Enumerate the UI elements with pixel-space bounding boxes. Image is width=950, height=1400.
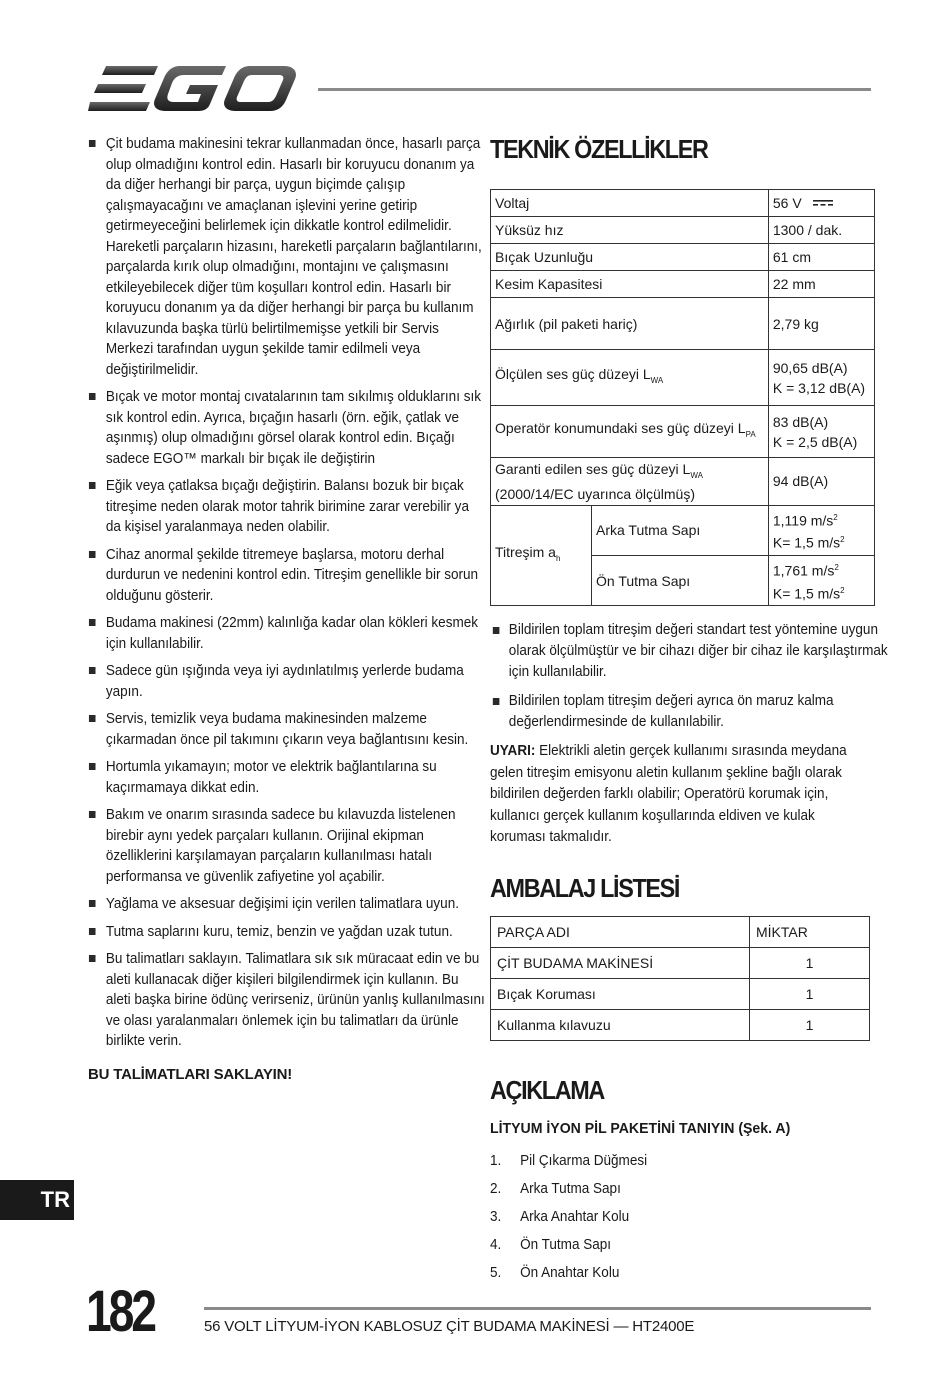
bullet-square-icon xyxy=(493,698,500,705)
lpa-value: 83 dB(A) K = 2,5 dB(A) xyxy=(768,406,874,458)
lwa-label: Ölçülen ses güç düzeyi $L_{WA}$ xyxy=(491,350,769,406)
list-item: Yağlama ve aksesuar değişimi için verilen talimatlara uyun. xyxy=(88,894,487,915)
table-row xyxy=(491,947,870,978)
cut-label: Kesim Kapasitesi xyxy=(491,271,769,298)
part-qty: 1 xyxy=(750,947,870,978)
bullet-square-icon xyxy=(89,551,96,558)
table-row xyxy=(491,1009,870,1040)
guaranteed-level-label: Garanti edilen ses güç düzeyi $L_{WA}$ (2000/14/EC uyarınca ölçülmüş) xyxy=(491,458,769,506)
table-row xyxy=(491,505,875,555)
footer-title: 56 VOLT LİTYUM-İYON KABLOSUZ ÇİT BUDAMA MAKİNESİ — HT2400E xyxy=(204,1318,695,1335)
vibration-notes xyxy=(490,620,888,733)
table-row xyxy=(491,271,875,298)
table-row xyxy=(491,244,875,271)
table-row xyxy=(491,406,875,458)
list-item: Servis, temizlik veya budama makinesinden malzeme çıkarmadan önce pil takımını çıkarın veya bağlantısını kesin. xyxy=(88,709,487,750)
table-row xyxy=(491,190,875,217)
dc-symbol-icon xyxy=(812,198,834,208)
weight-label: Ağırlık (pil paketi hariç) xyxy=(491,298,769,350)
cut-value: 22 mm xyxy=(768,271,874,298)
part-name: Bıçak Koruması xyxy=(491,978,750,1009)
list-item: Bıçak ve motor montaj cıvatalarının tam sıkılmış olduklarını sık sık kontrol edin. Ayrıca, bıçağın hasarlı (örn. eğik, çatlak ve aşınmış) olup olmadığını görsel olarak kontrol edin. Bıçağı sadece EGO™ markalı bir bıçak ile değiştirin xyxy=(88,387,487,469)
part-qty: 1 xyxy=(750,1009,870,1040)
table-row xyxy=(491,298,875,350)
list-item: Bu talimatları saklayın. Talimatlara sık sık müracaat edin ve bu aleti kullanacak diğer kişileri bilgilendirmek için kullanın. Bu aleti başka birine ödünç verirseniz, ürünün yanlış kullanılmasını ve olası yaralanmaları önlemek için bu talimatları da ürünle birlikte verin. xyxy=(88,949,487,1052)
list-item: 1. Pil Çıkarma Düğmesi xyxy=(490,1152,648,1169)
safety-bullet-list xyxy=(88,134,485,1052)
front-handle-value: 1,761 $m/s^2$ K= 1,5 $m/s^2$ xyxy=(768,556,874,606)
list-item: Bildirilen toplam titreşim değeri standart test yöntemine uygun olarak ölçülmüştür ve bir cihazı diğer bir cihaz ile karşılaştırmak için kullanılabilir. xyxy=(490,620,890,683)
part-qty: 1 xyxy=(750,978,870,1009)
table-header-row xyxy=(491,916,870,947)
bullet-square-icon xyxy=(89,715,96,722)
right-column xyxy=(490,134,888,1287)
left-column xyxy=(88,134,485,1083)
speed-value: 1300 / dak. xyxy=(768,217,874,244)
bullet-square-icon xyxy=(89,667,96,674)
list-item: Hortumla yıkamayın; motor ve elektrik bağlantılarına su kaçırmamaya dikkat edin. xyxy=(88,757,487,798)
col-header-qty: MİKTAR xyxy=(750,916,870,947)
ego-logo xyxy=(88,64,298,112)
battery-subtitle: LİTYUM İYON PİL PAKETİNİ TANIYIN (Şek. A) xyxy=(490,1119,791,1137)
guaranteed-level-value: 94 dB(A) xyxy=(768,458,874,506)
rear-handle-value: 1,119 $m/s^2$ K= 1,5 $m/s^2$ xyxy=(768,505,874,555)
front-handle-label: Ön Tutma Sapı xyxy=(592,556,769,606)
bullet-square-icon xyxy=(89,140,96,147)
bullet-square-icon xyxy=(89,619,96,626)
warning-paragraph xyxy=(490,741,871,849)
part-name: ÇİT BUDAMA MAKİNESİ xyxy=(491,947,750,978)
list-item: Çit budama makinesini tekrar kullanmadan önce, hasarlı parça olup olmadığını kontrol edin. Hasarlı bir koruyucu donanım ya da diğer herhangi bir parça, uygun biçimde çalışıp çalışmayacağını ve amaçlanan işlevini yerine getirip getirmeyeceğini belirlemek için dikkatle kontrol edilmelidir. Hareketli parçaların hizasını, hareketli parçaların bağlantılarını, parçalarda kırık olup olmadığını, montajını ve çalışmasını etkileyebilecek diğer tüm koşulları kontrol edin. Hasarlı bir koruyucu donanım ya da diğer herhangi bir parça bu kullanım kılavuzunda başka türlü belirtilmemişse yetkili bir Servis Merkezi tarafından uygun şekilde tamir edilmeli veya değiştirilmelidir. xyxy=(88,134,487,380)
blade-value: 61 cm xyxy=(768,244,874,271)
bullet-square-icon xyxy=(89,811,96,818)
warning-text: Elektrikli aletin gerçek kullanımı sırasında meydana gelen titreşim emisyonu aletin kullanım şekline bağlı olarak bildirilen değerden farklı olabilir; Operatörü korumak için, kullanıcı gerçek kullanım koşullarında eldiven ve kulak koruması takmalıdır. xyxy=(490,743,847,846)
list-item: 5. Ön Anahtar Kolu xyxy=(490,1264,620,1281)
battery-parts-list xyxy=(490,1147,875,1287)
list-item: Tutma saplarını kuru, temiz, benzin ve yağdan uzak tutun. xyxy=(88,922,487,943)
bullet-square-icon xyxy=(89,928,96,935)
list-item: 4. Ön Tutma Sapı xyxy=(490,1236,612,1253)
list-item: Eğik veya çatlaksa bıçağı değiştirin. Balansı bozuk bir bıçak titreşime neden olarak motor tahrik birimine zarar verebilir ya da kişisel yaralanmaya neden olabilir. xyxy=(88,476,487,538)
list-item: Sadece gün ışığında veya iyi aydınlatılmış yerlerde budama yapın. xyxy=(88,661,487,702)
specs-title: TEKNİK ÖZELLİKLER xyxy=(490,134,708,164)
blade-label: Bıçak Uzunluğu xyxy=(491,244,769,271)
lwa-value: 90,65 dB(A) K = 3,12 dB(A) xyxy=(768,350,874,406)
rear-handle-label: Arka Tutma Sapı xyxy=(592,505,769,555)
bullet-square-icon xyxy=(89,763,96,770)
footer-rule xyxy=(204,1307,871,1310)
part-name: Kullanma kılavuzu xyxy=(491,1009,750,1040)
packing-table xyxy=(490,916,870,1041)
warning-label: UYARI: xyxy=(490,743,536,760)
bullet-square-icon xyxy=(493,627,500,634)
description-title: AÇIKLAMA xyxy=(490,1074,604,1105)
lpa-label: Operatör konumundaki ses güç düzeyi $L_{PA}$ xyxy=(491,406,769,458)
bullet-square-icon xyxy=(89,955,96,962)
speed-label: Yüksüz hız xyxy=(491,217,769,244)
packing-list-title: AMBALAJ LİSTESİ xyxy=(490,872,680,903)
col-header-name: PARÇA ADI xyxy=(491,916,750,947)
bullet-square-icon xyxy=(89,393,96,400)
header-rule xyxy=(318,88,871,91)
list-item: Budama makinesi (22mm) kalınlığa kadar olan kökleri kesmek için kullanılabilir. xyxy=(88,613,487,654)
table-row xyxy=(491,458,875,506)
save-instructions-heading: BU TALİMATLARI SAKLAYIN! xyxy=(88,1065,293,1083)
voltage-value: 56 V xyxy=(768,190,874,217)
page-number: 182 xyxy=(86,1279,154,1344)
weight-value: 2,79 kg xyxy=(768,298,874,350)
list-item: Bakım ve onarım sırasında sadece bu kılavuzda listelenen birebir aynı yedek parçaları kullanın. Orijinal ekipman özelliklerini karşılamayan parçaların kullanılması hatalı performansa ve güvenlik zafiyetine yol açabilir. xyxy=(88,805,487,887)
bullet-square-icon xyxy=(89,482,96,489)
vibration-label: Titreşim $a_h$ xyxy=(491,505,592,606)
table-row xyxy=(491,978,870,1009)
bullet-square-icon xyxy=(89,900,96,907)
table-row xyxy=(491,217,875,244)
list-item: 2. Arka Tutma Sapı xyxy=(490,1180,621,1197)
table-row xyxy=(491,350,875,406)
voltage-label: Voltaj xyxy=(491,190,769,217)
list-item: Bildirilen toplam titreşim değeri ayrıca ön maruz kalma değerlendirmesinde de kullanılabilir. xyxy=(490,691,890,733)
specs-table xyxy=(490,189,875,606)
language-tab: TR xyxy=(0,1180,74,1220)
list-item: 3. Arka Anahtar Kolu xyxy=(490,1208,630,1225)
list-item: Cihaz anormal şekilde titremeye başlarsa, motoru derhal durdurun ve nedenini kontrol edin. Titreşim genellikle bir sorun olduğunu gösterir. xyxy=(88,545,487,607)
